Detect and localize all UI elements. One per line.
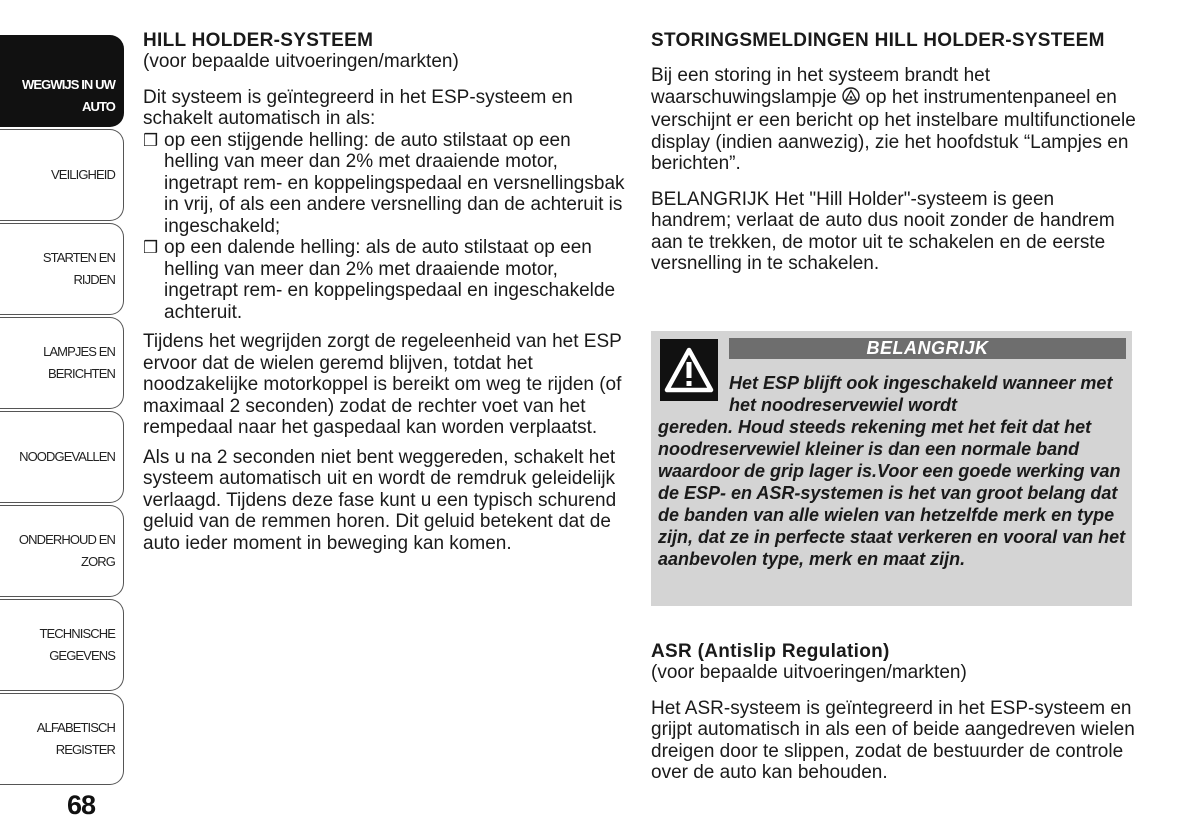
page-number: 68 [67, 790, 96, 820]
tab-noodgevallen[interactable] [0, 411, 124, 503]
section-title: ASR (Antislip Regulation) [651, 641, 890, 662]
warning-box [651, 331, 1132, 606]
storingsmeldingen-section [651, 30, 1136, 275]
tab-veiligheid[interactable] [0, 129, 124, 221]
paragraph-text: op het instrumentenpaneel en verschijnt er een bericht op het instelbare multifunctionele display (indien aanwezig), zie het hoofdstuk “Lampjes en berichten”. [651, 86, 1136, 174]
paragraph: Het ASR-systeem is geïntegreerd in het ESP-systeem en grijpt automatisch in als een of beide aangedreven wielen dreigen door te slippen, zodat de bestuurder de controle over de auto kan behouden. [651, 697, 1135, 783]
checkbox-bullet-icon: ❒ [143, 130, 159, 150]
tab-label: STARTEN EN RIJDEN [42, 250, 115, 287]
tab-label: LAMPJES EN BERICHTEN [43, 344, 115, 381]
tab-lampjes-en-berichten[interactable] [0, 317, 124, 409]
tab-label: ALFABETISCH REGISTER [36, 720, 115, 757]
list-item [143, 130, 625, 238]
tab-technische-gegevens[interactable] [0, 599, 124, 691]
section-subtitle: (voor bepaalde uitvoeringen/markten) [143, 51, 459, 72]
tab-label: ONDERHOUD EN ZORG [18, 532, 115, 569]
list-item-text: op een stijgende helling: de auto stilstaat op een helling van meer dan 2% met draaiende motor, ingetrapt rem- en koppelingspedaal en versnellingsbak in vrij, of als een andere versnelling dan de achteruit is ingeschakeld; [164, 129, 625, 237]
warning-label: BELANGRIJK [729, 338, 1126, 359]
paragraph: Als u na 2 seconden niet bent weggereden, schakelt het systeem automatisch uit en wordt de remdruk geleidelijk verlaagd. Tijdens deze fase kunt u een typisch schurend geluid van de remmen horen. Dit geluid betekent dat de auto ieder moment in beweging kan komen. [143, 446, 617, 554]
intro-paragraph: Dit systeem is geïntegreerd in het ESP-systeem en schakelt automatisch in als: [143, 86, 573, 129]
list-item [143, 237, 625, 323]
tab-wegwijs-in-uw-auto[interactable] [0, 35, 124, 127]
section-title: STORINGSMELDINGEN HILL HOLDER-SYSTEEM [651, 30, 1105, 51]
tab-label: NOODGEVALLEN [19, 449, 115, 464]
tab-label: VEILIGHEID [51, 167, 115, 182]
tab-starten-en-rijden[interactable] [0, 223, 124, 315]
tab-label: TECHNISCHE GEGEVENS [39, 626, 115, 663]
tab-alfabetisch-register[interactable] [0, 693, 124, 785]
asr-section [651, 641, 1136, 784]
warning-body-text: gereden. Houd steeds rekening met het feit dat het noodreservewiel kleiner is dan een normale band waardoor de grip lager is.Voor een goede werking van de ESP- en ASR-systemen is het van groot belang dat de banden van alle wielen van hetzelfde merk en type zijn, dat ze in perfecte staat verkeren en vooral van het aanbevolen type, merk en maat zijn. [658, 417, 1126, 569]
tab-label: WEGWIJS IN UW AUTO [21, 77, 115, 114]
paragraph: BELANGRIJK Het "Hill Holder"-systeem is geen handrem; verlaat de auto dus nooit zonder de handrem aan te trekken, de motor uit te schakelen en de eerste versnelling in te schakelen. [651, 188, 1115, 274]
warning-triangle-icon [660, 339, 718, 401]
hill-holder-warning-icon [842, 87, 860, 111]
list-item-text: op een dalende helling: als de auto stilstaat op een helling van meer dan 2% met draaiende motor, ingetrapt rem- en koppelingspedaal en ingeschakelde achteruit. [164, 237, 616, 323]
paragraph-text: Bij een storing in het systeem brandt het waarschuwingslampje [651, 65, 991, 108]
warning-heading-text: Het ESP blijft ook ingeschakeld wanneer met het noodreservewiel wordt [729, 373, 1113, 415]
checkbox-bullet-icon: ❒ [143, 238, 159, 257]
tab-onderhoud-en-zorg[interactable] [0, 505, 124, 597]
hill-holder-section [143, 30, 625, 554]
section-subtitle: (voor bepaalde uitvoeringen/markten) [651, 662, 967, 683]
paragraph [651, 65, 1136, 175]
section-title: HILL HOLDER-SYSTEEM [143, 30, 374, 51]
paragraph: Tijdens het wegrijden zorgt de regeleenheid van het ESP ervoor dat de wielen geremd blijven, totdat het noodzakelijke motorkoppel is bereikt om weg te rijden (of maximaal 2 seconden) zodat de rechter voet van het rempedaal naar het gaspedaal kan worden verplaatst. [143, 331, 622, 438]
